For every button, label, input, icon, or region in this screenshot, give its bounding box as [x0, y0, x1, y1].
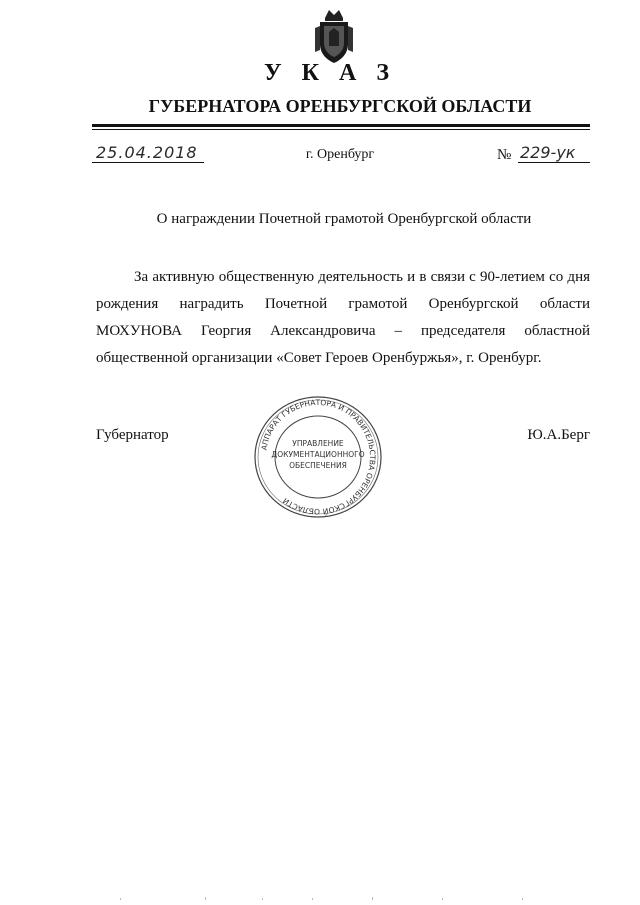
handwritten-number: 229-ук [520, 143, 576, 162]
seal-center-line-1: УПРАВЛЕНИЕ [292, 439, 344, 448]
city: г. Оренбург [305, 147, 375, 162]
document-title: У К А З [263, 60, 396, 86]
header-rule-thick [92, 124, 590, 127]
scan-edge-marks [0, 894, 640, 902]
seal-center-line-3: ОБЕСПЕЧЕНИЯ [289, 461, 347, 470]
handwritten-date: 25.04.2018 [96, 143, 198, 162]
coat-of-arms-icon [311, 8, 357, 66]
signatory-role: Губернатор [96, 427, 169, 443]
issuer-title: ГУБЕРНАТОРА ОРЕНБУРГСКОЙ ОБЛАСТИ [148, 96, 532, 116]
number-underline [518, 162, 590, 163]
decree-heading: О награждении Почетной грамотой Оренбургской области [156, 211, 532, 227]
header-rule-thin [92, 129, 590, 130]
number-label: № [497, 147, 512, 163]
seal-center-line-2: ДОКУМЕНТАЦИОННОГО [271, 450, 365, 459]
signatory-name: Ю.А.Берг [527, 427, 590, 443]
official-seal [252, 394, 384, 520]
seal-ring-text: АППАРАТ ГУБЕРНАТОРА И ПРАВИТЕЛЬСТВА ОРЕНБУРГСКОЙ ОБЛАСТИ [259, 397, 378, 517]
decree-body: За активную общественную деятельность и в связи с 90-летием со дня рождения наградить Почетной грамотой Оренбургской области МОХУНОВА Георгия Александровича – председателя областной общественной организации «Совет Героев Оренбуржья», г. Оренбург. [96, 269, 590, 366]
